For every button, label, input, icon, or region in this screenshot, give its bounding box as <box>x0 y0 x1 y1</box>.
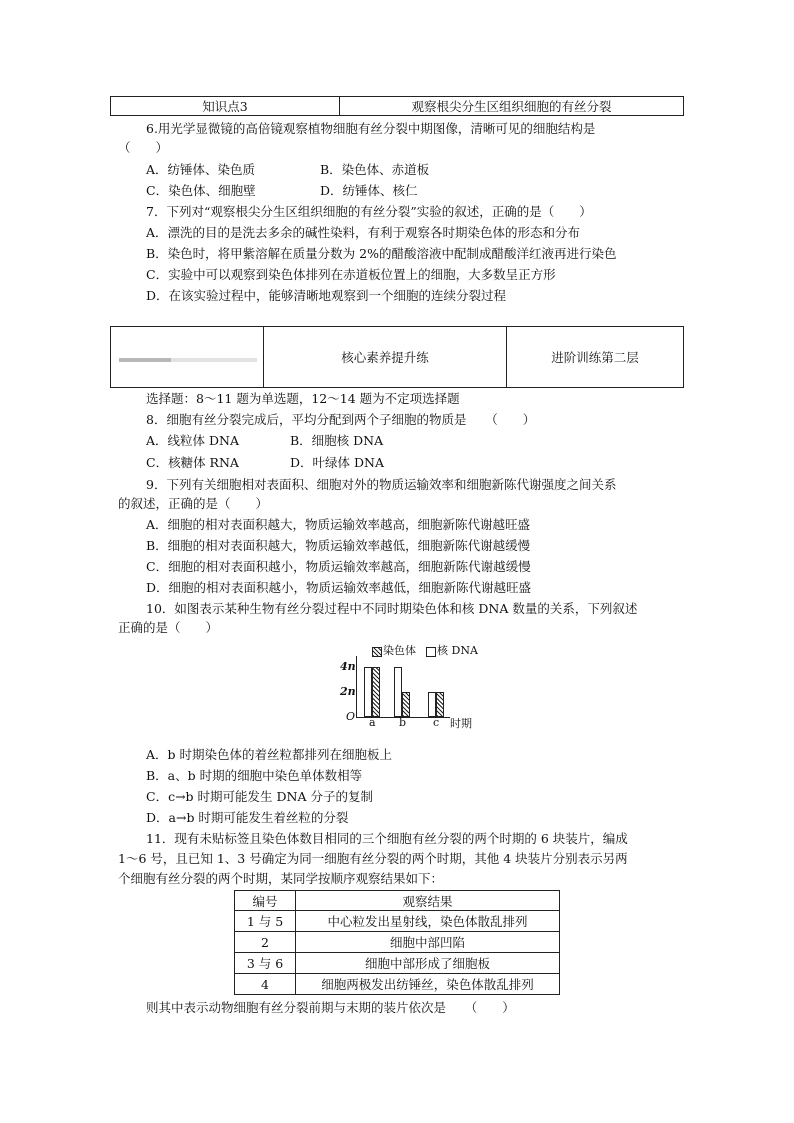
section2-table <box>110 326 684 388</box>
table-cell-result: 细胞中部凹陷 <box>296 932 560 953</box>
q9-option-d: D．细胞的相对表面积越小，物质运输效率越低，细胞新陈代谢越旺盛 <box>146 580 532 595</box>
q9-option-b: B．细胞的相对表面积越大，物质运输效率越低，细胞新陈代谢越缓慢 <box>146 538 531 553</box>
q8-option-a: A．线粒体 DNA <box>146 433 239 448</box>
table-cell-result: 细胞两极发出纺锤丝，染色体散乱排列 <box>296 974 560 995</box>
q10-option-b: B．a、b 时期的细胞中染色单体数相等 <box>146 768 363 783</box>
table-header-number: 编号 <box>235 891 296 911</box>
q11-stem: 11．现有未贴标签且染色体数目相同的三个细胞有丝分裂的两个时期的 6 块装片，编成 <box>146 831 628 846</box>
q7-option-a: A．漂洗的目的是洗去多余的碱性染料，有利于观察各时期染色体的形态和分布 <box>146 225 581 240</box>
q10-stem-cont: 正确的是（ ） <box>118 620 219 635</box>
table-cell-number: 2 <box>235 932 296 953</box>
table-row <box>235 932 560 953</box>
q8-option-d: D．叶绿体 DNA <box>290 455 384 470</box>
legend-label-chromosome: 染色体 <box>383 644 416 657</box>
bar-a-chromosome <box>372 667 380 717</box>
bar-a-dna <box>364 667 372 717</box>
q11-observation-table <box>234 890 560 995</box>
q8-option-c: C．核糖体 RNA <box>146 455 239 470</box>
q10-stem: 10．如图表示某种生物有丝分裂过程中不同时期染色体和核 DNA 数量的关系，下列叙述 <box>146 601 638 616</box>
q10-chart <box>330 642 490 736</box>
progress-logo-icon <box>119 358 257 362</box>
q9-option-c: C．细胞的相对表面积越小，物质运输效率越高，细胞新陈代谢越缓慢 <box>146 559 531 574</box>
q7-option-c: C．实验中可以观察到染色体排列在赤道板位置上的细胞，大多数呈正方形 <box>146 267 556 282</box>
section1-label: 知识点3 <box>111 97 340 116</box>
table-cell-result: 细胞中部形成了细胞板 <box>296 953 560 974</box>
q11-stem-cont1: 1～6 号，且已知 1、3 号确定为同一细胞有丝分裂的两个时期，其他 4 块装片分别表示另两 <box>118 851 628 866</box>
q11-final: 则其中表示动物细胞有丝分裂前期与末期的装片依次是 （ ） <box>146 1000 515 1015</box>
q10-option-a: A．b 时期染色体的着丝粒都排列在细胞板上 <box>146 747 393 762</box>
bar-c-chromosome <box>436 692 444 717</box>
q10-option-d: D．a→b 时期可能发生着丝粒的分裂 <box>146 810 349 825</box>
table-row <box>235 953 560 974</box>
table-row <box>235 911 560 932</box>
x-tick-b: b <box>399 716 407 729</box>
bar-b-chromosome <box>402 692 410 717</box>
q9-stem: 9．下列有关细胞相对表面积、细胞对外的物质运输效率和细胞新陈代谢强度之间关系 <box>146 477 617 492</box>
table-cell-number: 3 与 6 <box>235 953 296 974</box>
section2-middle: 核心素养提升练 <box>264 327 507 388</box>
table-cell-number: 4 <box>235 974 296 995</box>
q6-stem: 6.用光学显微镜的高倍镜观察植物细胞有丝分裂中期图像，清晰可见的细胞结构是 <box>146 121 596 136</box>
table-cell-number: 1 与 5 <box>235 911 296 932</box>
table-cell-result: 中心粒发出星射线，染色体散乱排列 <box>296 911 560 932</box>
x-tick-c: c <box>433 716 440 729</box>
x-tick-a: a <box>369 716 376 729</box>
q6-option-b: B．染色体、赤道板 <box>320 162 430 177</box>
y-tick-2n: 2n <box>340 685 356 698</box>
origin-label: O <box>346 710 356 723</box>
section2-right: 进阶训练第二层 <box>507 327 684 388</box>
section2-logo-cell <box>111 327 264 388</box>
q8-option-b: B．细胞核 DNA <box>290 433 384 448</box>
q10-option-c: C．c→b 时期可能发生 DNA 分子的复制 <box>146 789 373 804</box>
bar-c-dna <box>428 692 436 717</box>
q8-stem: 8．细胞有丝分裂完成后，平均分配到两个子细胞的物质是 （ ） <box>146 412 536 427</box>
section1-title: 观察根尖分生区组织细胞的有丝分裂 <box>340 97 684 116</box>
table-header-result: 观察结果 <box>296 891 560 911</box>
q6-option-c: C．染色体、细胞壁 <box>146 183 256 198</box>
x-axis-label: 时期 <box>450 717 472 730</box>
q7-stem: 7．下列对“观察根尖分生区组织细胞的有丝分裂”实验的叙述，正确的是（ ） <box>146 204 592 219</box>
y-tick-4n: 4n <box>340 660 356 673</box>
legend-label-dna: 核 DNA <box>437 644 478 657</box>
question-type-intro: 选择题：8～11 题为单选题，12～14 题为不定项选择题 <box>146 391 460 406</box>
q9-option-a: A．细胞的相对表面积越大，物质运输效率越高，细胞新陈代谢越旺盛 <box>146 517 531 532</box>
q7-option-b: B．染色时，将甲紫溶解在质量分数为 2%的醋酸溶液中配制成醋酸洋红液再进行染色 <box>146 246 617 261</box>
q11-stem-cont2: 个细胞有丝分裂的两个时期，某同学按顺序观察结果如下： <box>118 871 444 886</box>
q9-stem-cont: 的叙述，正确的是（ ） <box>118 496 269 511</box>
section1-table <box>110 96 684 116</box>
bar-b-dna <box>394 667 402 717</box>
table-row <box>235 974 560 995</box>
q7-option-d: D．在该实验过程中，能够清晰地观察到一个细胞的连续分裂过程 <box>146 288 507 303</box>
q6-option-a: A．纺锤体、染色质 <box>146 162 256 177</box>
q6-stem-paren: （ ） <box>118 140 169 155</box>
q6-option-d: D．纺锤体、核仁 <box>320 183 418 198</box>
